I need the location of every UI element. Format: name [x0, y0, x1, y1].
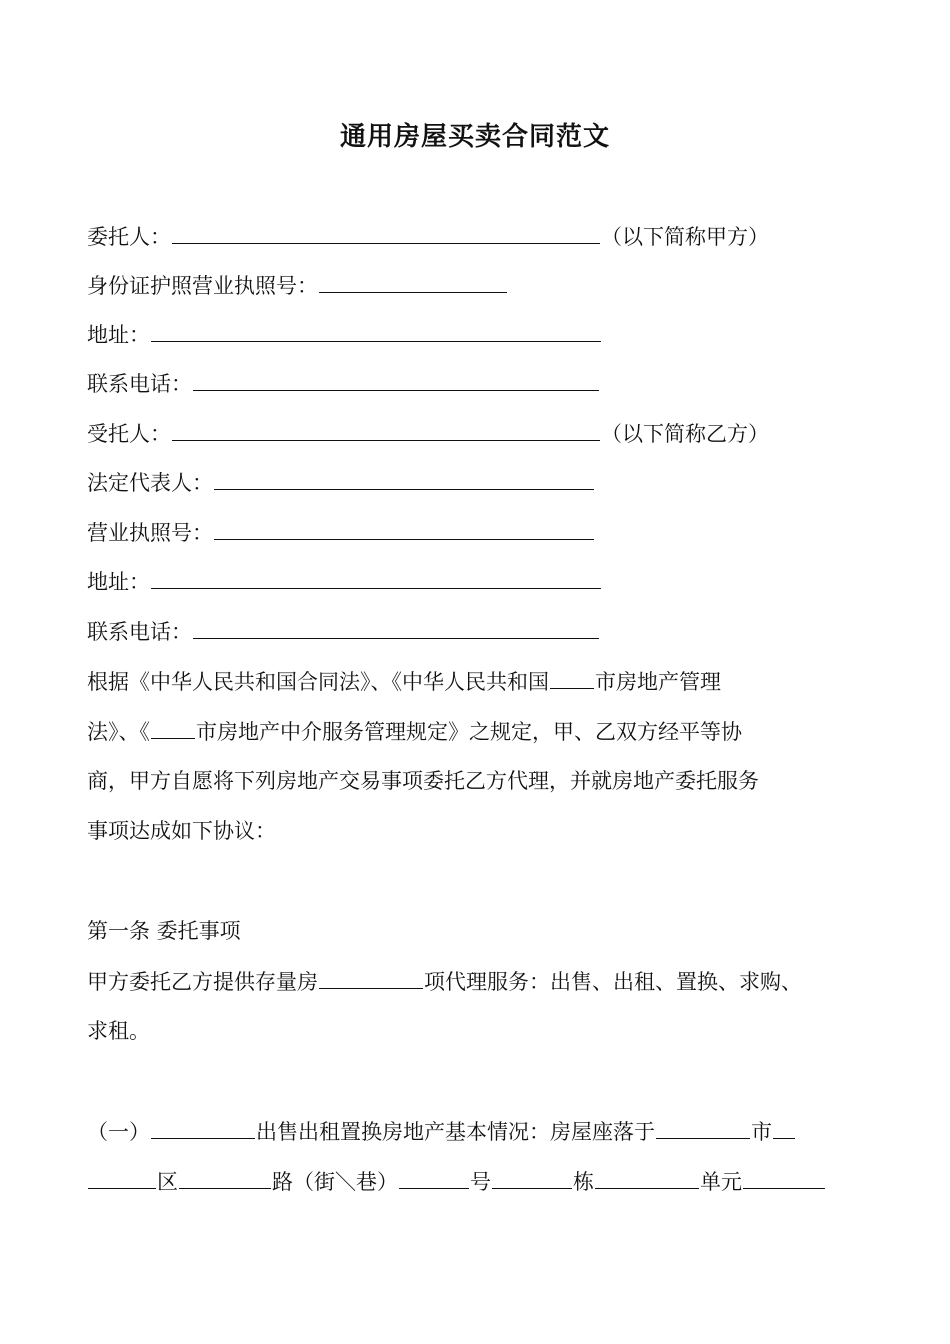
- article-text: 甲方委托乙方提供存量房: [87, 970, 318, 994]
- party-a-phone-label: 联系电话：: [87, 372, 192, 396]
- article-heading: 第一条 委托事项: [87, 919, 241, 943]
- party-b-phone-label: 联系电话：: [87, 620, 192, 644]
- city-name-blank[interactable]: [656, 1116, 750, 1139]
- city-blank[interactable]: [550, 666, 594, 689]
- party-a-address-label: 地址：: [87, 323, 150, 347]
- district-blank[interactable]: [88, 1166, 156, 1189]
- article-text: 求租。: [87, 1019, 150, 1043]
- preamble-text: 市房地产管理: [595, 670, 721, 694]
- agent-label: 受托人：: [87, 422, 171, 446]
- party-b-address-blank[interactable]: [151, 566, 601, 589]
- article-1-line-2: [87, 1016, 150, 1046]
- item-text: 路（街＼巷）: [272, 1170, 398, 1194]
- preamble-line-2: [87, 716, 742, 747]
- unit-blank[interactable]: [595, 1166, 699, 1189]
- legal-rep-line: [87, 467, 595, 498]
- party-b-phone-blank[interactable]: [193, 616, 599, 639]
- item-text: 栋: [573, 1170, 594, 1194]
- item-text: 出售出租置换房地产基本情况：房屋座落于: [256, 1120, 655, 1144]
- building-blank[interactable]: [492, 1166, 572, 1189]
- preamble-text: 法》、《: [87, 720, 150, 744]
- service-count-blank[interactable]: [319, 966, 423, 989]
- preamble-text: 事项达成如下协议：: [87, 819, 276, 843]
- article-text: 项代理服务：出售、出租、置换、求购、: [424, 970, 802, 994]
- document-title: 通用房屋买卖合同范文: [339, 122, 610, 152]
- party-b-address-label: 地址：: [87, 570, 150, 594]
- party-b-address-line: [87, 566, 602, 597]
- item-text: 号: [470, 1170, 491, 1194]
- party-b-phone-line: [87, 616, 600, 647]
- legal-rep-label: 法定代表人：: [87, 471, 213, 495]
- article-1-heading: [87, 916, 241, 946]
- item-number: （一）: [87, 1120, 150, 1144]
- legal-rep-blank[interactable]: [214, 467, 594, 490]
- preamble-text: 市房地产中介服务管理规定》之规定，甲、乙双方经平等协: [196, 720, 742, 744]
- preamble-line-1: [87, 666, 721, 697]
- agent-suffix: （以下简称乙方）: [601, 422, 769, 446]
- id-number-label: 身份证护照营业执照号：: [87, 274, 318, 298]
- party-a-address-line: [87, 319, 602, 350]
- party-a-phone-blank[interactable]: [193, 368, 599, 391]
- principal-line: [87, 221, 769, 252]
- city-blank[interactable]: [151, 716, 195, 739]
- id-number-line: [87, 270, 508, 301]
- id-number-blank[interactable]: [319, 270, 507, 293]
- principal-blank[interactable]: [172, 221, 600, 244]
- preamble-line-3: [87, 766, 759, 796]
- district-blank-start[interactable]: [773, 1116, 795, 1139]
- party-a-phone-line: [87, 368, 600, 399]
- license-label: 营业执照号：: [87, 521, 213, 545]
- license-line: [87, 517, 595, 548]
- transaction-type-blank[interactable]: [151, 1116, 255, 1139]
- party-a-address-blank[interactable]: [151, 319, 601, 342]
- preamble-line-4: [87, 816, 276, 846]
- preamble-text: 商，甲方自愿将下列房地产交易事项委托乙方代理，并就房地产委托服务: [87, 769, 759, 793]
- item-1-line-1: [87, 1116, 796, 1147]
- agent-line: [87, 418, 769, 449]
- road-blank[interactable]: [179, 1166, 271, 1189]
- item-text: 单元: [700, 1170, 742, 1194]
- item-text: 市: [751, 1120, 772, 1144]
- agent-blank[interactable]: [172, 418, 600, 441]
- item-text: 区: [157, 1170, 178, 1194]
- principal-label: 委托人：: [87, 225, 171, 249]
- article-1-line-1: [87, 966, 802, 997]
- item-1-line-2: [87, 1166, 826, 1197]
- license-blank[interactable]: [214, 517, 594, 540]
- principal-suffix: （以下简称甲方）: [601, 225, 769, 249]
- preamble-text: 根据《中华人民共和国合同法》、《中华人民共和国: [87, 670, 549, 694]
- room-blank[interactable]: [743, 1166, 825, 1189]
- house-number-blank[interactable]: [399, 1166, 469, 1189]
